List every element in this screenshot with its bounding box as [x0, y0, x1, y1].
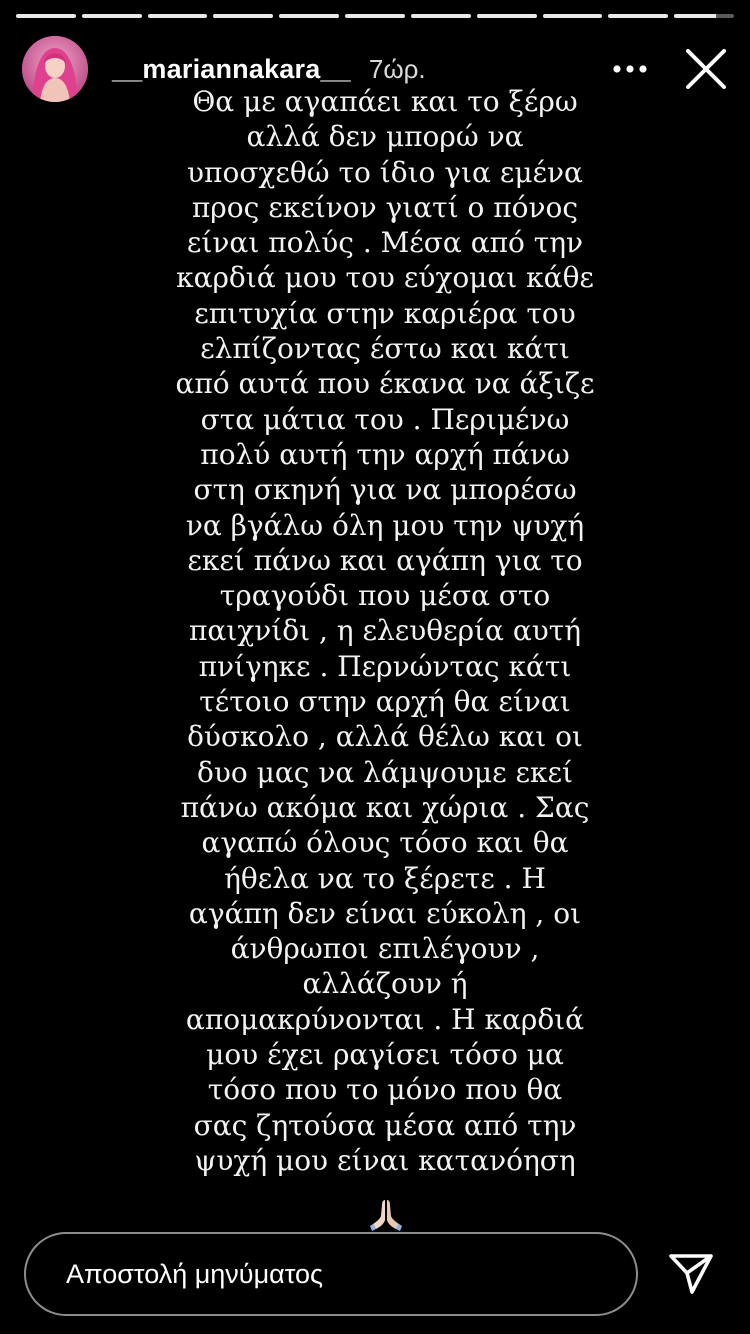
story-text-line: αλλά δεν μπορώ να — [246, 120, 524, 154]
story-text-line: επιτυχία στην καριέρα του — [194, 296, 576, 330]
avatar[interactable] — [22, 36, 88, 102]
send-button[interactable] — [664, 1247, 718, 1301]
story-text-line: αγάπη δεν είναι εύκολη , οι — [188, 896, 582, 930]
story-text-line: πνίγηκε . Περνώντας κάτι — [198, 649, 572, 683]
progress-segment-fill — [279, 14, 339, 18]
story-text — [150, 84, 620, 1178]
progress-segment-fill — [477, 14, 537, 18]
story-footer — [24, 1230, 728, 1318]
progress-segment-fill — [345, 14, 405, 18]
progress-segment — [279, 14, 339, 18]
story-text-line: καρδιά μου του εύχομαι κάθε — [176, 261, 594, 295]
story-progress-bar — [16, 14, 734, 18]
message-input[interactable] — [24, 1232, 638, 1316]
progress-segment — [213, 14, 273, 18]
story-text-line: ελπίζοντας έστω και κάτι — [200, 332, 570, 366]
progress-segment-fill — [213, 14, 273, 18]
progress-segment — [148, 14, 208, 18]
progress-segment-fill — [82, 14, 142, 18]
progress-segment-fill — [674, 14, 716, 18]
progress-segment-fill — [608, 14, 668, 18]
story-text-line: αγαπώ όλους τόσο και θα — [201, 826, 569, 860]
story-text-line: τέτοιο στην αρχή θα είναι — [199, 685, 571, 719]
progress-segment — [82, 14, 142, 18]
username[interactable]: __mariannakara__ — [112, 53, 351, 84]
story-text-line: στη σκηνή για να μπορέσω — [193, 473, 577, 507]
more-dots-icon — [612, 64, 648, 74]
progress-segment-fill — [411, 14, 471, 18]
send-icon — [668, 1253, 714, 1295]
story-text-line: ψυχή μου είναι κατανόηση — [194, 1143, 576, 1177]
progress-segment — [345, 14, 405, 18]
progress-segment — [411, 14, 471, 18]
progress-segment — [543, 14, 603, 18]
story-text-line: απομακρύνονται . Η καρδιά — [185, 1002, 585, 1036]
avatar-image — [22, 36, 88, 102]
story-text-line: τραγούδι που μέσα στο — [219, 579, 551, 613]
story-text-line: από αυτά που έκανα να άξιζε — [175, 367, 595, 401]
praying-hands-icon — [368, 1196, 404, 1232]
progress-segment-fill — [543, 14, 603, 18]
story-text-line: πολύ αυτή την αρχή πάνω — [200, 437, 570, 471]
close-icon — [685, 48, 727, 90]
story-text-line: μου έχει ραγίσει τόσο μα — [206, 1038, 564, 1072]
progress-segment — [16, 14, 76, 18]
progress-segment — [674, 14, 734, 18]
story-text-line: στα μάτια του . Περιμένω — [200, 402, 570, 436]
story-text-line: δυο μας να λάμψουμε εκεί — [197, 755, 573, 789]
story-text-line: σας ζητούσα μέσα από την — [193, 1108, 577, 1142]
close-button[interactable] — [676, 39, 736, 99]
story-text-line: Θα με αγαπάει και το ξέρω — [192, 85, 578, 118]
story-text-line: να βγάλω όλη μου την ψυχή — [185, 508, 585, 542]
progress-segment-fill — [16, 14, 76, 18]
story-text-line: τόσο που το μόνο που θα — [207, 1073, 563, 1107]
story-text-line: πάνω ακόμα και χώρια . Σας — [180, 790, 590, 824]
story-text-line: εκεί πάνω και αγάπη για το — [187, 543, 583, 577]
story-text-line: ήθελα να το ξέρετε . Η — [224, 861, 546, 895]
story-text-line: υποσχεθώ το ίδιο για εμένα — [187, 155, 583, 189]
progress-segment — [477, 14, 537, 18]
post-time: 7ώρ. — [368, 53, 426, 84]
story-text-line: είναι πολύς . Μέσα από την — [186, 226, 584, 260]
story-text-line: αλλάζουν ή — [302, 967, 468, 1001]
progress-segment-fill — [148, 14, 208, 18]
progress-segment — [608, 14, 668, 18]
story-text-line: άνθρωποι επιλέγουν , — [230, 932, 540, 966]
story-text-line: δύσκολο , αλλά θέλω και οι — [187, 720, 583, 754]
story-text-line: παιχνίδι , η ελευθερία αυτή — [188, 614, 582, 648]
story-text-line: προς εκείνον γιατί ο πόνος — [191, 190, 579, 224]
